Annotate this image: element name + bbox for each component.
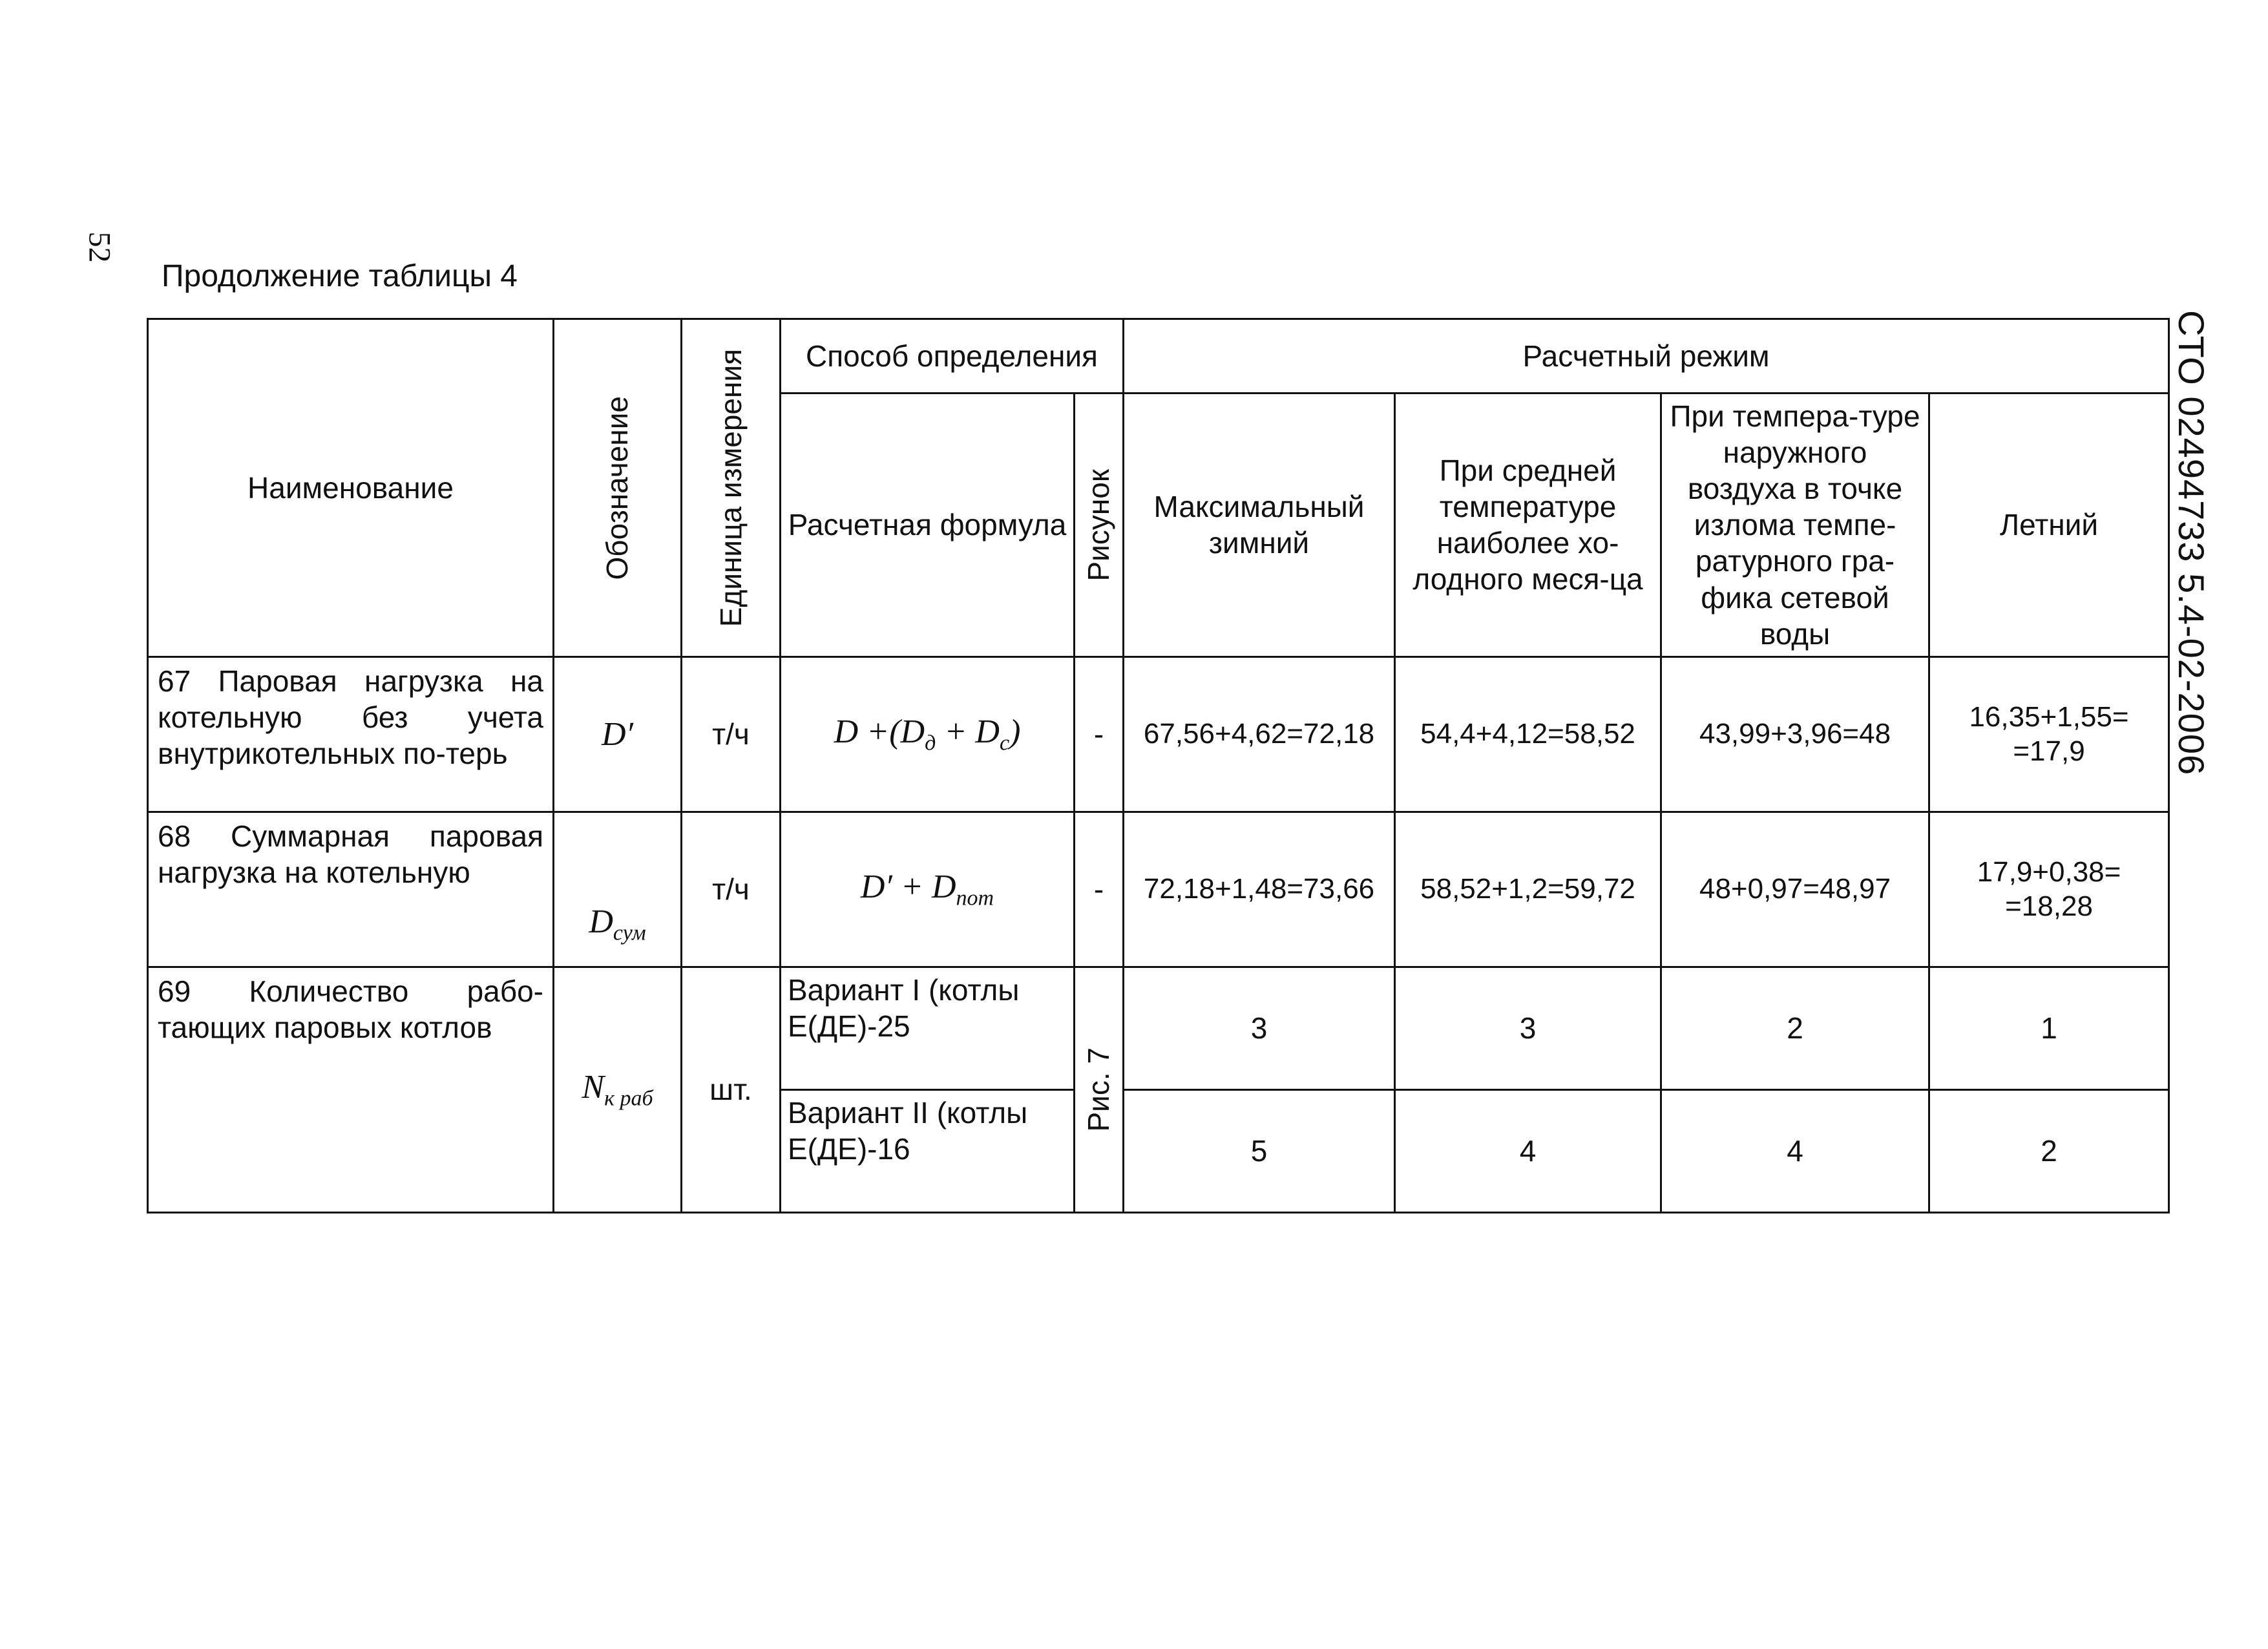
header-mode-break-point: При темпера-туре наружного воздуха в точке излома темпе-ратурного гра-фика сетевой воды xyxy=(1661,394,1929,657)
figure-ref-text: Рис. 7 xyxy=(1082,1047,1116,1132)
row-figure xyxy=(1075,967,1124,1212)
variant-label: Вариант I (котлы Е(ДЕ)-25 xyxy=(781,967,1075,1089)
header-formula: Расчетная формула xyxy=(781,394,1075,657)
value-max-winter: 67,56+4,62=72,18 xyxy=(1124,656,1395,812)
header-unit xyxy=(682,319,781,657)
table-row xyxy=(148,812,2169,967)
header-unit-text: Единица измерения xyxy=(713,348,748,627)
value-break-point: 43,99+3,96=48 xyxy=(1661,656,1929,812)
row-figure: - xyxy=(1075,656,1124,812)
row-name: 69 Количество рабо-тающих паровых котлов xyxy=(148,967,554,1212)
value-max-winter: 72,18+1,48=73,66 xyxy=(1124,812,1395,967)
table-row xyxy=(148,656,2169,812)
row-name: 67 Паровая нагрузка на котельную без учета внутрикотельных по-терь xyxy=(148,656,554,812)
row-formula: $D' + D_{пот}$ xyxy=(781,812,1075,967)
row-unit: шт. xyxy=(682,967,781,1212)
value-max-winter: 3 xyxy=(1124,967,1395,1089)
header-figure xyxy=(1075,394,1124,657)
variant-label: Вариант II (котлы Е(ДЕ)-16 xyxy=(781,1089,1075,1212)
value-break-point: 4 xyxy=(1661,1089,1929,1212)
header-method: Способ определения xyxy=(781,319,1124,394)
value-break-point: 48+0,97=48,97 xyxy=(1661,812,1929,967)
parameters-table xyxy=(147,318,2170,1213)
value-summer: 17,9+0,38= =18,28 xyxy=(1929,812,2169,967)
row-unit: т/ч xyxy=(682,812,781,967)
row-name: 68 Суммарная паровая нагрузка на котельную xyxy=(148,812,554,967)
value-cold-month: 54,4+4,12=58,52 xyxy=(1395,656,1661,812)
row-designation: D′ xyxy=(554,656,682,812)
header-designation xyxy=(554,319,682,657)
header-mode-summer: Летний xyxy=(1929,394,2169,657)
header-name: Наименование xyxy=(148,319,554,657)
value-cold-month: 3 xyxy=(1395,967,1661,1089)
value-max-winter: 5 xyxy=(1124,1089,1395,1212)
value-break-point: 2 xyxy=(1661,967,1929,1089)
row-designation: $D_{сум}$ xyxy=(554,812,682,967)
value-summer: 1 xyxy=(1929,967,2169,1089)
row-unit: т/ч xyxy=(682,656,781,812)
header-designation-text: Обозначение xyxy=(600,395,635,580)
value-cold-month: 58,52+1,2=59,72 xyxy=(1395,812,1661,967)
row-formula: $D +(D_д + D_с)$ xyxy=(781,656,1075,812)
value-cold-month: 4 xyxy=(1395,1089,1661,1212)
table-caption: Продолжение таблицы 4 xyxy=(162,259,518,293)
header-figure-text: Рисунок xyxy=(1082,468,1116,582)
row-figure: - xyxy=(1075,812,1124,967)
header-mode: Расчетный режим xyxy=(1124,319,2169,394)
value-summer: 16,35+1,55= =17,9 xyxy=(1929,656,2169,812)
page-number: 52 xyxy=(82,231,117,263)
header-mode-max-winter: Максимальный зимний xyxy=(1124,394,1395,657)
value-summer: 2 xyxy=(1929,1089,2169,1212)
header-mode-cold-month: При средней температуре наиболее хо-лодного меся-ца xyxy=(1395,394,1661,657)
row-designation: $N_{к раб}$ xyxy=(554,967,682,1212)
document-code: СТО 02494733 5.4-02-2006 xyxy=(2171,310,2212,776)
table-row xyxy=(148,967,2169,1089)
